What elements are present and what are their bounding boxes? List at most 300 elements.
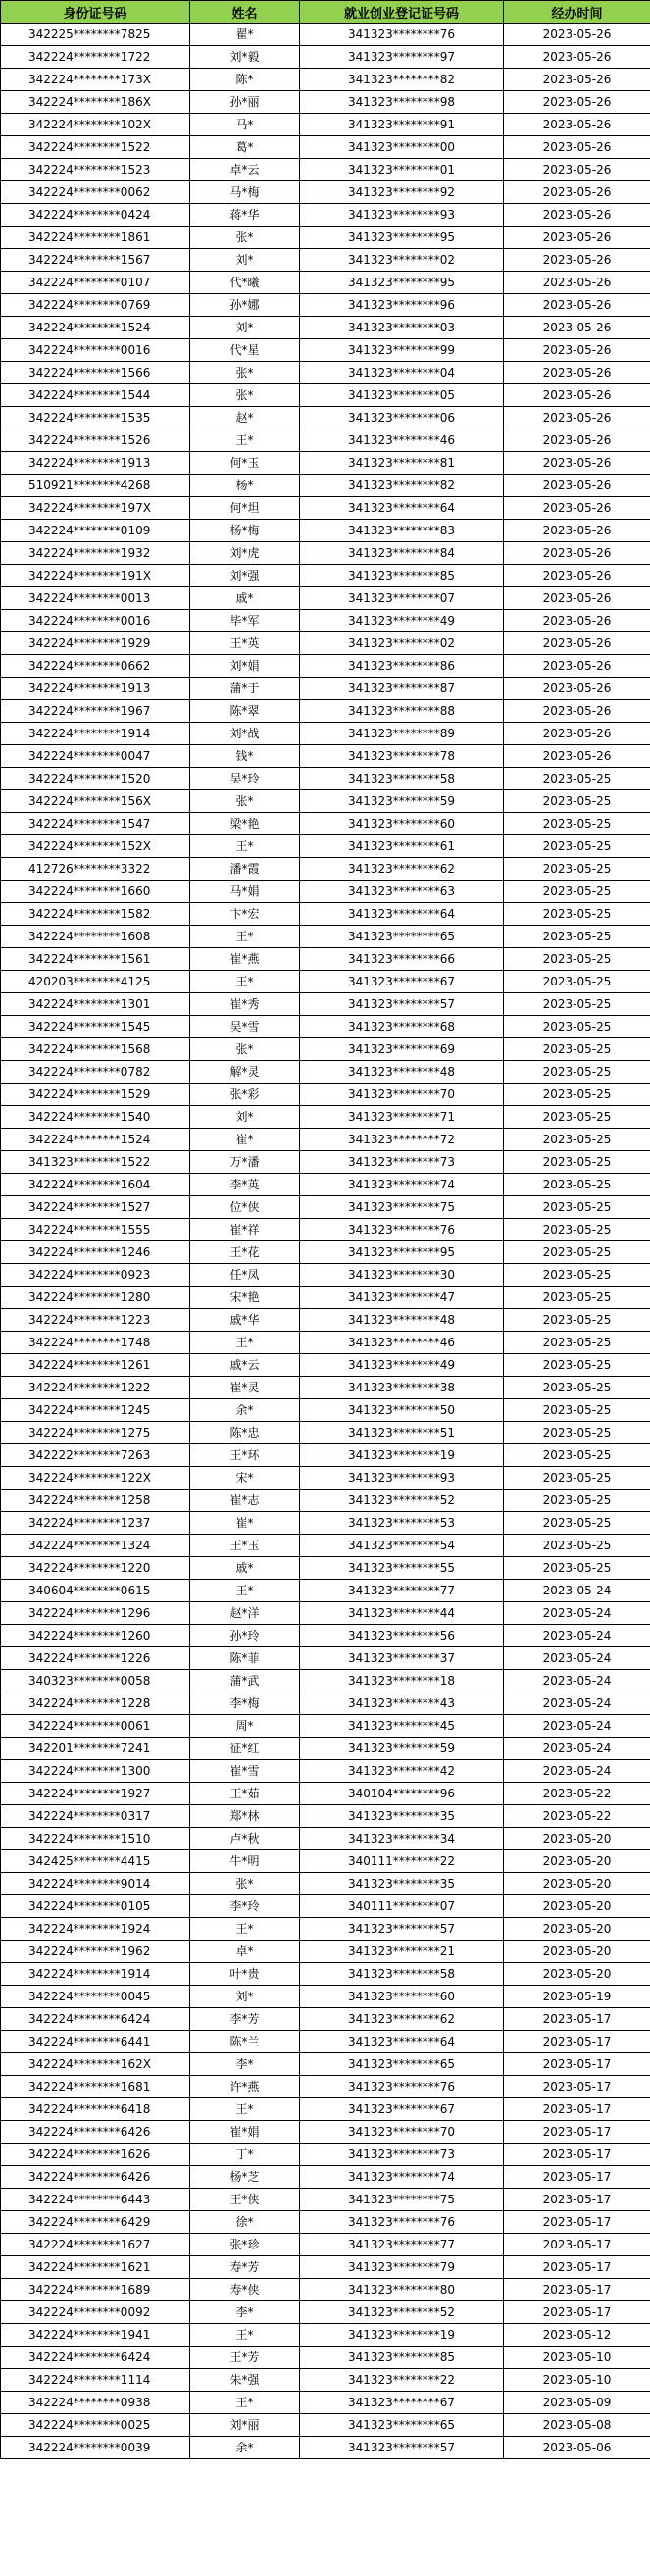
id-number-cell[interactable]: 342224********6429 [1,2211,190,2234]
name-cell[interactable]: 朱*强 [190,2369,300,2392]
process-date-cell[interactable]: 2023-05-17 [504,2121,650,2144]
process-date-cell[interactable]: 2023-05-25 [504,1422,650,1444]
name-cell[interactable]: 李* [190,2301,300,2324]
id-number-cell[interactable]: 342224********1220 [1,1557,190,1580]
registration-number-cell[interactable]: 341323********48 [300,1061,504,1084]
registration-number-cell[interactable]: 341323********92 [300,181,504,204]
registration-number-cell[interactable]: 341323********80 [300,2279,504,2301]
process-date-cell[interactable]: 2023-05-25 [504,1332,650,1354]
id-number-cell[interactable]: 342224********1237 [1,1512,190,1535]
process-date-cell[interactable]: 2023-05-25 [504,1377,650,1399]
id-number-cell[interactable]: 342224********1967 [1,700,190,723]
name-cell[interactable]: 王*花 [190,1241,300,1264]
registration-number-cell[interactable]: 341323********19 [300,1444,504,1467]
id-number-cell[interactable]: 342224********1524 [1,1129,190,1151]
id-number-cell[interactable]: 342224********0092 [1,2301,190,2324]
process-date-cell[interactable]: 2023-05-25 [504,835,650,858]
process-date-cell[interactable]: 2023-05-25 [504,926,650,948]
registration-number-cell[interactable]: 341323********67 [300,971,504,993]
process-date-cell[interactable]: 2023-05-25 [504,1512,650,1535]
id-number-cell[interactable]: 342224********1582 [1,903,190,926]
registration-number-cell[interactable]: 341323********57 [300,1918,504,1941]
process-date-cell[interactable]: 2023-05-26 [504,520,650,542]
id-number-cell[interactable]: 412726********3322 [1,858,190,881]
id-number-cell[interactable]: 342224********1568 [1,1038,190,1061]
id-number-cell[interactable]: 342224********0016 [1,339,190,362]
process-date-cell[interactable]: 2023-05-25 [504,1309,650,1332]
registration-number-cell[interactable]: 341323********97 [300,46,504,69]
registration-number-cell[interactable]: 341323********04 [300,362,504,384]
registration-number-cell[interactable]: 341323********74 [300,2166,504,2189]
id-number-cell[interactable]: 342224********1604 [1,1174,190,1196]
name-cell[interactable]: 王* [190,2392,300,2414]
id-number-cell[interactable]: 342224********0047 [1,745,190,768]
process-date-cell[interactable]: 2023-05-26 [504,407,650,429]
name-cell[interactable]: 吴*玲 [190,768,300,790]
process-date-cell[interactable]: 2023-05-17 [504,2279,650,2301]
process-date-cell[interactable]: 2023-05-26 [504,272,650,294]
registration-number-cell[interactable]: 341323********59 [300,1738,504,1760]
process-date-cell[interactable]: 2023-05-24 [504,1580,650,1602]
process-date-cell[interactable]: 2023-05-24 [504,1625,650,1647]
registration-number-cell[interactable]: 341323********76 [300,2211,504,2234]
name-cell[interactable]: 王* [190,1580,300,1602]
process-date-cell[interactable]: 2023-05-26 [504,362,650,384]
registration-number-cell[interactable]: 341323********88 [300,700,504,723]
id-number-cell[interactable]: 342224********1627 [1,2234,190,2256]
id-number-cell[interactable]: 340323********0058 [1,1670,190,1692]
registration-number-cell[interactable]: 341323********82 [300,69,504,91]
registration-number-cell[interactable]: 340111********22 [300,1850,504,1873]
name-cell[interactable]: 马*梅 [190,181,300,204]
name-cell[interactable]: 蒋*华 [190,204,300,227]
registration-number-cell[interactable]: 341323********60 [300,1986,504,2008]
registration-number-cell[interactable]: 341323********35 [300,1873,504,1895]
name-cell[interactable]: 张*珍 [190,2234,300,2256]
registration-number-cell[interactable]: 341323********45 [300,1715,504,1738]
registration-number-cell[interactable]: 341323********18 [300,1670,504,1692]
registration-number-cell[interactable]: 341323********35 [300,1805,504,1828]
id-number-cell[interactable]: 342224********1608 [1,926,190,948]
registration-number-cell[interactable]: 341323********48 [300,1309,504,1332]
process-date-cell[interactable]: 2023-05-26 [504,317,650,339]
name-cell[interactable]: 许*燕 [190,2076,300,2098]
name-cell[interactable]: 宋* [190,1467,300,1490]
registration-number-cell[interactable]: 341323********85 [300,565,504,587]
name-cell[interactable]: 宋*艳 [190,1287,300,1309]
process-date-cell[interactable]: 2023-05-26 [504,181,650,204]
process-date-cell[interactable]: 2023-05-20 [504,1941,650,1963]
process-date-cell[interactable]: 2023-05-25 [504,1016,650,1038]
name-cell[interactable]: 任*凤 [190,1264,300,1287]
registration-number-cell[interactable]: 341323********07 [300,587,504,610]
id-number-cell[interactable]: 420203********4125 [1,971,190,993]
process-date-cell[interactable]: 2023-05-24 [504,1692,650,1715]
process-date-cell[interactable]: 2023-05-25 [504,1444,650,1467]
process-date-cell[interactable]: 2023-05-26 [504,632,650,655]
process-date-cell[interactable]: 2023-05-25 [504,1264,650,1287]
process-date-cell[interactable]: 2023-05-26 [504,159,650,181]
registration-number-cell[interactable]: 341323********77 [300,2234,504,2256]
name-cell[interactable]: 刘*强 [190,565,300,587]
id-number-cell[interactable]: 342224********1226 [1,1647,190,1670]
name-cell[interactable]: 代*曦 [190,272,300,294]
registration-number-cell[interactable]: 341323********78 [300,745,504,768]
process-date-cell[interactable]: 2023-05-26 [504,136,650,159]
name-cell[interactable]: 张* [190,384,300,407]
process-date-cell[interactable]: 2023-05-25 [504,1399,650,1422]
id-number-cell[interactable]: 342224********1280 [1,1287,190,1309]
process-date-cell[interactable]: 2023-05-26 [504,294,650,317]
process-date-cell[interactable]: 2023-05-26 [504,542,650,565]
id-number-cell[interactable]: 342224********1913 [1,452,190,475]
registration-number-cell[interactable]: 341323********51 [300,1422,504,1444]
registration-number-cell[interactable]: 341323********64 [300,903,504,926]
header-process-date[interactable]: 经办时间 [504,1,650,24]
name-cell[interactable]: 寿*芳 [190,2256,300,2279]
name-cell[interactable]: 杨*芝 [190,2166,300,2189]
registration-number-cell[interactable]: 341323********52 [300,2301,504,2324]
id-number-cell[interactable]: 342224********0045 [1,1986,190,2008]
registration-number-cell[interactable]: 341323********44 [300,1602,504,1625]
registration-number-cell[interactable]: 341323********00 [300,136,504,159]
registration-number-cell[interactable]: 341323********76 [300,24,504,46]
process-date-cell[interactable]: 2023-05-10 [504,2369,650,2392]
name-cell[interactable]: 吴*雪 [190,1016,300,1038]
id-number-cell[interactable]: 342425********4415 [1,1850,190,1873]
registration-number-cell[interactable]: 341323********93 [300,1467,504,1490]
registration-number-cell[interactable]: 341323********73 [300,2144,504,2166]
process-date-cell[interactable]: 2023-05-25 [504,1241,650,1264]
process-date-cell[interactable]: 2023-05-24 [504,1738,650,1760]
process-date-cell[interactable]: 2023-05-26 [504,745,650,768]
id-number-cell[interactable]: 342224********1529 [1,1084,190,1106]
name-cell[interactable]: 刘* [190,249,300,272]
process-date-cell[interactable]: 2023-05-20 [504,1963,650,1986]
process-date-cell[interactable]: 2023-05-09 [504,2392,650,2414]
process-date-cell[interactable]: 2023-05-26 [504,429,650,452]
id-number-cell[interactable]: 342224********197X [1,497,190,520]
process-date-cell[interactable]: 2023-05-17 [504,2234,650,2256]
id-number-cell[interactable]: 342224********186X [1,91,190,114]
registration-number-cell[interactable]: 341323********98 [300,91,504,114]
name-cell[interactable]: 张* [190,1038,300,1061]
registration-number-cell[interactable]: 341323********62 [300,2008,504,2031]
name-cell[interactable]: 张* [190,227,300,249]
registration-number-cell[interactable]: 341323********96 [300,294,504,317]
name-cell[interactable]: 杨* [190,475,300,497]
name-cell[interactable]: 孙*玲 [190,1625,300,1647]
name-cell[interactable]: 崔* [190,1512,300,1535]
id-number-cell[interactable]: 342224********1861 [1,227,190,249]
registration-number-cell[interactable]: 341323********52 [300,1490,504,1512]
name-cell[interactable]: 王*环 [190,1444,300,1467]
id-number-cell[interactable]: 342224********6418 [1,2098,190,2121]
process-date-cell[interactable]: 2023-05-26 [504,339,650,362]
name-cell[interactable]: 陈* [190,69,300,91]
id-number-cell[interactable]: 340604********0615 [1,1580,190,1602]
name-cell[interactable]: 赵*洋 [190,1602,300,1625]
id-number-cell[interactable]: 342224********6441 [1,2031,190,2053]
id-number-cell[interactable]: 341323********1522 [1,1151,190,1174]
id-number-cell[interactable]: 342224********1544 [1,384,190,407]
name-cell[interactable]: 王* [190,1918,300,1941]
header-id-number[interactable]: 身份证号码 [1,1,190,24]
process-date-cell[interactable]: 2023-05-25 [504,813,650,835]
process-date-cell[interactable]: 2023-05-26 [504,249,650,272]
id-number-cell[interactable]: 342224********0923 [1,1264,190,1287]
process-date-cell[interactable]: 2023-05-26 [504,610,650,632]
id-number-cell[interactable]: 342224********1258 [1,1490,190,1512]
registration-number-cell[interactable]: 341323********95 [300,1241,504,1264]
registration-number-cell[interactable]: 341323********21 [300,1941,504,1963]
id-number-cell[interactable]: 510921********4268 [1,475,190,497]
name-cell[interactable]: 卓* [190,1941,300,1963]
name-cell[interactable]: 王* [190,926,300,948]
name-cell[interactable]: 何*坦 [190,497,300,520]
process-date-cell[interactable]: 2023-05-25 [504,1084,650,1106]
registration-number-cell[interactable]: 341323********02 [300,249,504,272]
process-date-cell[interactable]: 2023-05-25 [504,993,650,1016]
name-cell[interactable]: 徐* [190,2211,300,2234]
registration-number-cell[interactable]: 341323********60 [300,813,504,835]
process-date-cell[interactable]: 2023-05-17 [504,2031,650,2053]
registration-number-cell[interactable]: 341323********65 [300,2053,504,2076]
registration-number-cell[interactable]: 341323********19 [300,2324,504,2347]
id-number-cell[interactable]: 342224********0062 [1,181,190,204]
name-cell[interactable]: 王* [190,2098,300,2121]
id-number-cell[interactable]: 342224********1296 [1,1602,190,1625]
process-date-cell[interactable]: 2023-05-25 [504,1196,650,1219]
name-cell[interactable]: 张* [190,1873,300,1895]
id-number-cell[interactable]: 342224********1913 [1,678,190,700]
name-cell[interactable]: 王* [190,2324,300,2347]
name-cell[interactable]: 叶*贵 [190,1963,300,1986]
process-date-cell[interactable]: 2023-05-17 [504,2301,650,2324]
id-number-cell[interactable]: 342224********0025 [1,2414,190,2437]
name-cell[interactable]: 崔*秀 [190,993,300,1016]
id-number-cell[interactable]: 342224********1748 [1,1332,190,1354]
name-cell[interactable]: 刘*战 [190,723,300,745]
process-date-cell[interactable]: 2023-05-26 [504,46,650,69]
process-date-cell[interactable]: 2023-05-26 [504,723,650,745]
id-number-cell[interactable]: 342224********1914 [1,1963,190,1986]
registration-number-cell[interactable]: 341323********42 [300,1760,504,1783]
process-date-cell[interactable]: 2023-05-24 [504,1760,650,1783]
process-date-cell[interactable]: 2023-05-25 [504,1557,650,1580]
process-date-cell[interactable]: 2023-05-17 [504,2053,650,2076]
name-cell[interactable]: 梁*艳 [190,813,300,835]
process-date-cell[interactable]: 2023-05-25 [504,1061,650,1084]
registration-number-cell[interactable]: 341323********46 [300,429,504,452]
registration-number-cell[interactable]: 340104********96 [300,1783,504,1805]
registration-number-cell[interactable]: 341323********43 [300,1692,504,1715]
id-number-cell[interactable]: 342224********6443 [1,2189,190,2211]
id-number-cell[interactable]: 342224********1561 [1,948,190,971]
registration-number-cell[interactable]: 341323********85 [300,2347,504,2369]
process-date-cell[interactable]: 2023-05-25 [504,971,650,993]
id-number-cell[interactable]: 342224********1924 [1,1918,190,1941]
header-registration-number[interactable]: 就业创业登记证号码 [300,1,504,24]
process-date-cell[interactable]: 2023-05-25 [504,768,650,790]
id-number-cell[interactable]: 342224********1275 [1,1422,190,1444]
id-number-cell[interactable]: 342224********1260 [1,1625,190,1647]
id-number-cell[interactable]: 342224********122X [1,1467,190,1490]
id-number-cell[interactable]: 342224********1524 [1,317,190,339]
name-cell[interactable]: 陈*兰 [190,2031,300,2053]
id-number-cell[interactable]: 342224********0782 [1,1061,190,1084]
id-number-cell[interactable]: 342224********1722 [1,46,190,69]
name-cell[interactable]: 李*英 [190,1174,300,1196]
registration-number-cell[interactable]: 341323********49 [300,1354,504,1377]
name-cell[interactable]: 戚* [190,1557,300,1580]
id-number-cell[interactable]: 342224********162X [1,2053,190,2076]
id-number-cell[interactable]: 342224********1929 [1,632,190,655]
id-number-cell[interactable]: 342224********191X [1,565,190,587]
process-date-cell[interactable]: 2023-05-26 [504,475,650,497]
name-cell[interactable]: 丁* [190,2144,300,2166]
process-date-cell[interactable]: 2023-05-24 [504,1647,650,1670]
registration-number-cell[interactable]: 341323********22 [300,2369,504,2392]
registration-number-cell[interactable]: 341323********56 [300,1625,504,1647]
id-number-cell[interactable]: 342224********0039 [1,2437,190,2459]
id-number-cell[interactable]: 342224********1223 [1,1309,190,1332]
process-date-cell[interactable]: 2023-05-10 [504,2347,650,2369]
id-number-cell[interactable]: 342224********1245 [1,1399,190,1422]
registration-number-cell[interactable]: 341323********75 [300,1196,504,1219]
id-number-cell[interactable]: 342224********1540 [1,1106,190,1129]
process-date-cell[interactable]: 2023-05-17 [504,2256,650,2279]
name-cell[interactable]: 崔*燕 [190,948,300,971]
process-date-cell[interactable]: 2023-05-26 [504,678,650,700]
registration-number-cell[interactable]: 341323********91 [300,114,504,136]
name-cell[interactable]: 马*娟 [190,881,300,903]
id-number-cell[interactable]: 342224********1962 [1,1941,190,1963]
process-date-cell[interactable]: 2023-05-19 [504,1986,650,2008]
registration-number-cell[interactable]: 341323********63 [300,881,504,903]
registration-number-cell[interactable]: 340111********07 [300,1895,504,1918]
name-cell[interactable]: 刘* [190,1986,300,2008]
name-cell[interactable]: 陈*忠 [190,1422,300,1444]
id-number-cell[interactable]: 342224********1567 [1,249,190,272]
process-date-cell[interactable]: 2023-05-25 [504,1174,650,1196]
process-date-cell[interactable]: 2023-05-20 [504,1895,650,1918]
id-number-cell[interactable]: 342224********1914 [1,723,190,745]
process-date-cell[interactable]: 2023-05-26 [504,452,650,475]
id-number-cell[interactable]: 342224********0013 [1,587,190,610]
id-number-cell[interactable]: 342224********0769 [1,294,190,317]
id-number-cell[interactable]: 342224********156X [1,790,190,813]
name-cell[interactable]: 葛* [190,136,300,159]
process-date-cell[interactable]: 2023-05-26 [504,204,650,227]
name-cell[interactable]: 代*星 [190,339,300,362]
registration-number-cell[interactable]: 341323********03 [300,317,504,339]
id-number-cell[interactable]: 342224********1222 [1,1377,190,1399]
name-cell[interactable]: 陈*翠 [190,700,300,723]
id-number-cell[interactable]: 342224********0016 [1,610,190,632]
registration-number-cell[interactable]: 341323********67 [300,2392,504,2414]
id-number-cell[interactable]: 342224********6426 [1,2121,190,2144]
name-cell[interactable]: 王*茹 [190,1783,300,1805]
registration-number-cell[interactable]: 341323********87 [300,678,504,700]
id-number-cell[interactable]: 342224********1535 [1,407,190,429]
registration-number-cell[interactable]: 341323********72 [300,1129,504,1151]
registration-number-cell[interactable]: 341323********84 [300,542,504,565]
process-date-cell[interactable]: 2023-05-12 [504,2324,650,2347]
registration-number-cell[interactable]: 341323********74 [300,1174,504,1196]
process-date-cell[interactable]: 2023-05-25 [504,1287,650,1309]
process-date-cell[interactable]: 2023-05-25 [504,1129,650,1151]
registration-number-cell[interactable]: 341323********05 [300,384,504,407]
registration-number-cell[interactable]: 341323********54 [300,1535,504,1557]
registration-number-cell[interactable]: 341323********64 [300,2031,504,2053]
name-cell[interactable]: 余* [190,1399,300,1422]
id-number-cell[interactable]: 342224********1301 [1,993,190,1016]
name-cell[interactable]: 马* [190,114,300,136]
id-number-cell[interactable]: 342224********1660 [1,881,190,903]
name-cell[interactable]: 翟* [190,24,300,46]
registration-number-cell[interactable]: 341323********95 [300,227,504,249]
name-cell[interactable]: 戚*云 [190,1354,300,1377]
id-number-cell[interactable]: 342224********1527 [1,1196,190,1219]
name-cell[interactable]: 张* [190,362,300,384]
registration-number-cell[interactable]: 341323********30 [300,1264,504,1287]
name-cell[interactable]: 崔* [190,1129,300,1151]
id-number-cell[interactable]: 342222********7263 [1,1444,190,1467]
id-number-cell[interactable]: 342224********1522 [1,136,190,159]
registration-number-cell[interactable]: 341323********69 [300,1038,504,1061]
registration-number-cell[interactable]: 341323********55 [300,1557,504,1580]
name-cell[interactable]: 王*侠 [190,2189,300,2211]
process-date-cell[interactable]: 2023-05-26 [504,700,650,723]
id-number-cell[interactable]: 342224********9014 [1,1873,190,1895]
registration-number-cell[interactable]: 341323********06 [300,407,504,429]
registration-number-cell[interactable]: 341323********95 [300,272,504,294]
name-cell[interactable]: 刘*丽 [190,2414,300,2437]
id-number-cell[interactable]: 342225********7825 [1,24,190,46]
registration-number-cell[interactable]: 341323********62 [300,858,504,881]
registration-number-cell[interactable]: 341323********70 [300,1084,504,1106]
name-cell[interactable]: 李*玲 [190,1895,300,1918]
name-cell[interactable]: 寿*侠 [190,2279,300,2301]
registration-number-cell[interactable]: 341323********02 [300,632,504,655]
registration-number-cell[interactable]: 341323********99 [300,339,504,362]
name-cell[interactable]: 解*灵 [190,1061,300,1084]
name-cell[interactable]: 崔*娟 [190,2121,300,2144]
name-cell[interactable]: 李* [190,2053,300,2076]
process-date-cell[interactable]: 2023-05-25 [504,1467,650,1490]
process-date-cell[interactable]: 2023-05-26 [504,114,650,136]
process-date-cell[interactable]: 2023-05-20 [504,1873,650,1895]
id-number-cell[interactable]: 342224********0105 [1,1895,190,1918]
id-number-cell[interactable]: 342224********6424 [1,2008,190,2031]
name-cell[interactable]: 王* [190,835,300,858]
process-date-cell[interactable]: 2023-05-08 [504,2414,650,2437]
name-cell[interactable]: 赵* [190,407,300,429]
process-date-cell[interactable]: 2023-05-25 [504,881,650,903]
process-date-cell[interactable]: 2023-05-17 [504,2076,650,2098]
process-date-cell[interactable]: 2023-05-26 [504,384,650,407]
id-number-cell[interactable]: 342224********0662 [1,655,190,678]
id-number-cell[interactable]: 342224********0109 [1,520,190,542]
name-cell[interactable]: 周* [190,1715,300,1738]
id-number-cell[interactable]: 342224********1520 [1,768,190,790]
name-cell[interactable]: 王*芳 [190,2347,300,2369]
process-date-cell[interactable]: 2023-05-17 [504,2166,650,2189]
id-number-cell[interactable]: 342224********1547 [1,813,190,835]
name-cell[interactable]: 戚* [190,587,300,610]
id-number-cell[interactable]: 342224********1114 [1,2369,190,2392]
